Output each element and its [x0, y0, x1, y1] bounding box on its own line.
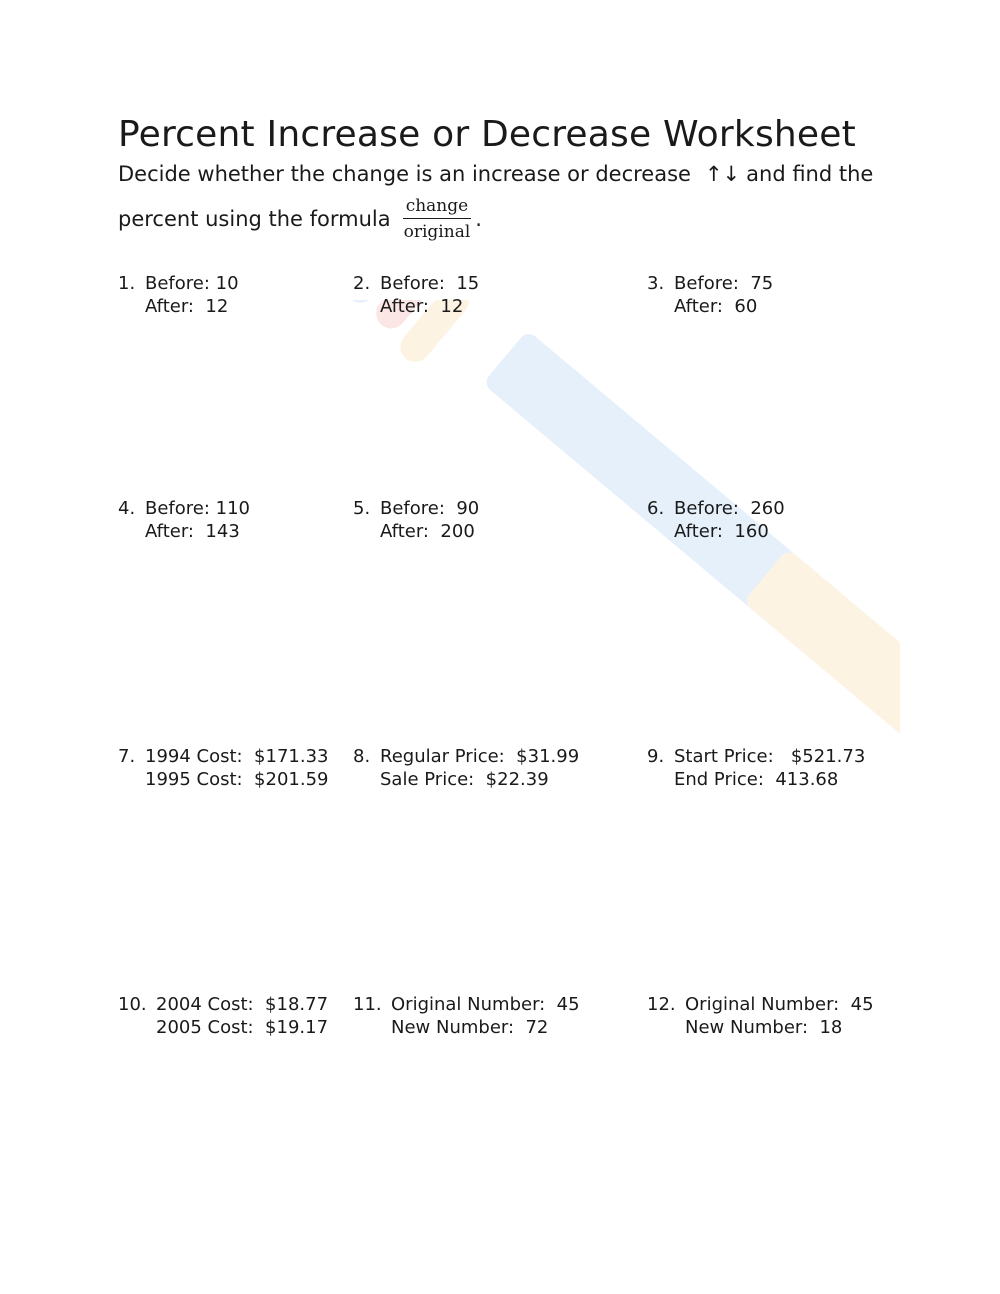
problem-12 — [647, 993, 874, 1039]
problem-line-2: After: 200 — [380, 521, 475, 542]
problem-number: 7. — [118, 746, 136, 767]
problem-5 — [353, 497, 479, 543]
problem-11 — [353, 993, 580, 1039]
problem-line-2: End Price: 413.68 — [674, 769, 839, 790]
problem-line-2: New Number: 72 — [391, 1017, 549, 1038]
problem-number: 1. — [118, 273, 136, 294]
problem-line-1: 2004 Cost: $18.77 — [156, 994, 329, 1015]
problem-line-2: After: 160 — [674, 521, 769, 542]
problem-line-1: Before: 110 — [145, 498, 250, 519]
problem-line-1: Before: 75 — [674, 273, 774, 294]
formula-label: percent using the formula — [118, 207, 391, 231]
problem-line-1: Original Number: 45 — [685, 994, 874, 1015]
problem-3 — [647, 272, 773, 318]
problem-line-1: Regular Price: $31.99 — [380, 746, 580, 767]
problem-line-2: 1995 Cost: $201.59 — [145, 769, 329, 790]
problem-number: 12. — [647, 994, 676, 1015]
problem-6 — [647, 497, 785, 543]
problem-number: 5. — [353, 498, 371, 519]
watermark-logo — [140, 300, 900, 1000]
problem-number: 3. — [647, 273, 665, 294]
problem-line-2: After: 12 — [380, 296, 464, 317]
problem-4 — [118, 497, 250, 543]
problem-line-1: Before: 260 — [674, 498, 785, 519]
problem-line-1: 1994 Cost: $171.33 — [145, 746, 329, 767]
formula-period: . — [475, 207, 482, 231]
problem-line-1: Before: 10 — [145, 273, 239, 294]
fraction-numerator: change — [403, 196, 472, 219]
up-down-arrows-icon: ↑↓ — [704, 162, 741, 186]
problem-line-1: Before: 15 — [380, 273, 480, 294]
problem-1 — [118, 272, 239, 318]
problem-number: 8. — [353, 746, 371, 767]
problem-number: 10. — [118, 994, 147, 1015]
problem-line-1: Start Price: $521.73 — [674, 746, 866, 767]
worksheet-title: Percent Increase or Decrease Worksheet — [118, 114, 856, 155]
problem-line-1: Original Number: 45 — [391, 994, 580, 1015]
fraction-denominator: original — [403, 222, 471, 242]
problem-2 — [353, 272, 479, 318]
problem-number: 6. — [647, 498, 665, 519]
problem-number: 2. — [353, 273, 371, 294]
problem-line-2: New Number: 18 — [685, 1017, 843, 1038]
problem-number: 9. — [647, 746, 665, 767]
instructions-text-end: and find the — [746, 162, 874, 186]
problem-8 — [353, 745, 579, 791]
problem-7 — [118, 745, 329, 791]
problem-number: 4. — [118, 498, 136, 519]
problem-line-1: Before: 90 — [380, 498, 480, 519]
instructions-text: Decide whether the change is an increase or decrease — [118, 162, 691, 186]
formula-fraction — [401, 196, 474, 242]
problem-line-2: After: 12 — [145, 296, 229, 317]
problem-line-2: After: 60 — [674, 296, 758, 317]
problem-line-2: After: 143 — [145, 521, 240, 542]
problem-number: 11. — [353, 994, 382, 1015]
problem-10 — [118, 993, 328, 1039]
problem-line-2: Sale Price: $22.39 — [380, 769, 549, 790]
problem-9 — [647, 745, 865, 791]
instructions-line-1 — [118, 162, 873, 186]
problem-line-2: 2005 Cost: $19.17 — [156, 1017, 329, 1038]
instructions-line-2 — [118, 196, 482, 242]
